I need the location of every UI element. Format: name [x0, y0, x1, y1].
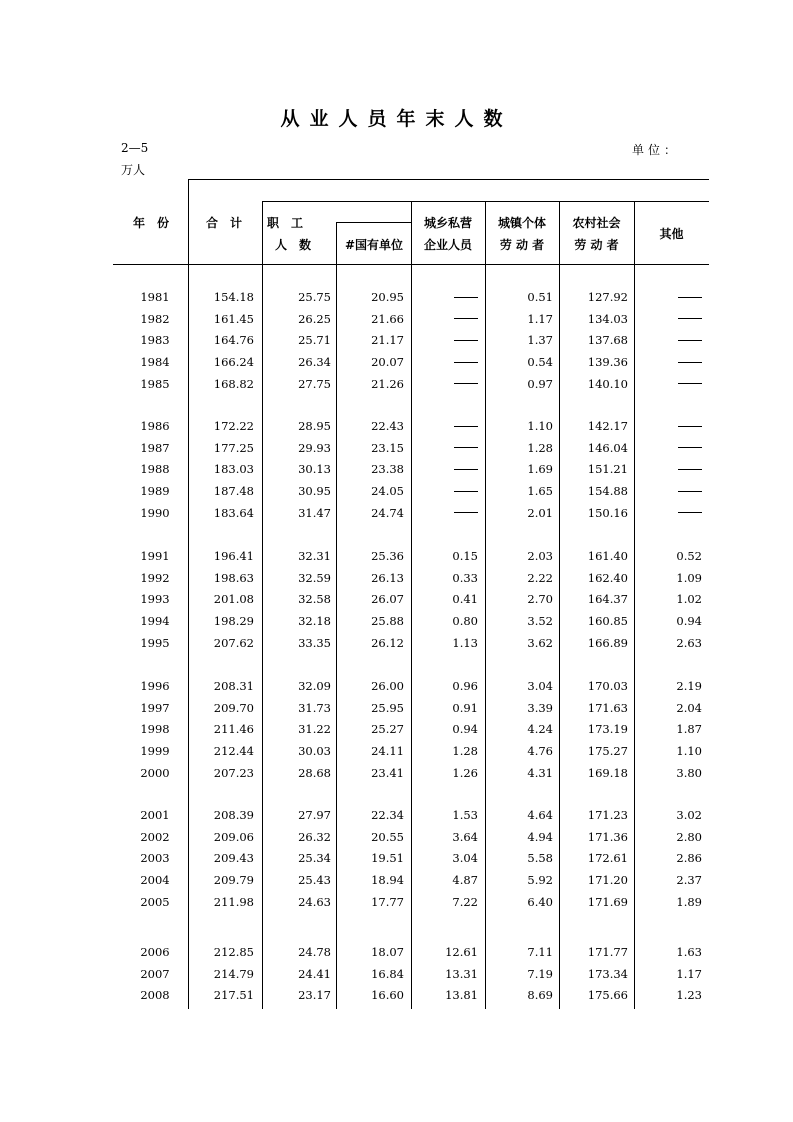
- dash-mark: [678, 512, 702, 513]
- staff-cell: 25.34: [298, 851, 331, 866]
- individual-cell: 2.70: [527, 592, 553, 607]
- table-row: [0, 830, 793, 850]
- year-cell: 1990: [140, 505, 170, 520]
- staff-cell: 27.97: [298, 808, 331, 822]
- state-owned-cell: 17.77: [371, 894, 404, 909]
- table-row: [0, 679, 793, 699]
- total-cell: 187.48: [213, 484, 254, 499]
- total-cell: 207.62: [213, 635, 254, 650]
- table-row: [0, 988, 793, 1008]
- other-cell: 2.37: [676, 873, 702, 888]
- year-cell: 1994: [140, 614, 170, 629]
- state-owned-cell: 25.88: [371, 614, 404, 629]
- table-row: [0, 549, 793, 569]
- other-cell: 1.17: [676, 966, 702, 981]
- table-row: [0, 462, 793, 482]
- dash-mark: [678, 447, 702, 448]
- header-rural-1: 农村社会: [572, 216, 621, 230]
- individual-cell: 0.54: [527, 355, 553, 370]
- year-cell: 1993: [140, 592, 170, 607]
- state-owned-cell: 23.38: [371, 462, 404, 477]
- dash-mark: [678, 426, 702, 427]
- rural-cell: 175.66: [587, 988, 628, 1003]
- other-cell: 2.80: [676, 829, 702, 844]
- header-total: 合 计: [205, 216, 242, 230]
- table-row: [0, 377, 793, 397]
- private-cell: [411, 462, 478, 476]
- year-cell: 2007: [140, 966, 170, 981]
- dash-mark: [454, 426, 478, 427]
- rural-cell: 172.61: [587, 851, 628, 866]
- individual-cell: 7.19: [527, 966, 553, 981]
- rural-cell: 173.34: [587, 966, 628, 981]
- individual-cell: 1.69: [527, 462, 553, 477]
- total-cell: 208.31: [213, 679, 254, 693]
- dash-mark: [678, 491, 702, 492]
- rural-cell: 173.19: [587, 722, 628, 737]
- total-cell: 214.79: [213, 966, 254, 981]
- header-staff-2: 人 数: [274, 238, 311, 252]
- other-cell: [635, 333, 702, 347]
- table-row: [0, 808, 793, 828]
- table-row: [0, 441, 793, 461]
- individual-cell: 0.97: [527, 376, 553, 391]
- individual-cell: 1.37: [527, 333, 553, 348]
- rural-cell: 171.23: [587, 808, 628, 822]
- state-owned-cell: 21.17: [371, 333, 404, 348]
- table-row: [0, 355, 793, 375]
- table-row: [0, 592, 793, 612]
- year-cell: 2004: [140, 873, 170, 888]
- private-cell: 0.96: [452, 679, 478, 693]
- state-owned-cell: 26.13: [371, 570, 404, 585]
- private-cell: 0.33: [452, 570, 478, 585]
- staff-cell: 27.75: [298, 376, 331, 391]
- staff-cell: 32.18: [298, 614, 331, 629]
- rural-cell: 170.03: [587, 679, 628, 693]
- rural-cell: 140.10: [587, 376, 628, 391]
- year-cell: 1988: [140, 462, 170, 477]
- individual-cell: 4.76: [527, 744, 553, 759]
- staff-cell: 25.43: [298, 873, 331, 888]
- header-private-1: 城乡私营: [423, 216, 472, 230]
- state-owned-cell: 19.51: [371, 851, 404, 866]
- staff-cell: 26.25: [298, 311, 331, 326]
- page-title: 从业人员年末人数: [280, 108, 513, 130]
- year-cell: 1997: [140, 700, 170, 715]
- table-row: [0, 701, 793, 721]
- individual-cell: 4.94: [527, 829, 553, 844]
- other-cell: 2.63: [676, 635, 702, 650]
- total-cell: 168.82: [213, 376, 254, 391]
- individual-cell: 3.39: [527, 700, 553, 715]
- total-cell: 161.45: [213, 311, 254, 326]
- other-cell: 1.09: [676, 570, 702, 585]
- state-owned-cell: 23.41: [371, 765, 404, 780]
- total-cell: 217.51: [213, 988, 254, 1003]
- rural-cell: 171.36: [587, 829, 628, 844]
- unit-value: 万人: [121, 163, 146, 177]
- private-cell: [411, 441, 478, 455]
- other-cell: [635, 484, 702, 498]
- state-owned-cell: 23.15: [371, 440, 404, 455]
- private-cell: 0.91: [452, 700, 478, 715]
- staff-cell: 32.59: [298, 570, 331, 585]
- header-private-2: 企业人员: [423, 238, 472, 252]
- year-cell: 1983: [140, 333, 170, 348]
- private-cell: 1.53: [452, 808, 478, 822]
- total-cell: 209.70: [213, 700, 254, 715]
- individual-cell: 1.28: [527, 440, 553, 455]
- individual-cell: 2.22: [527, 570, 553, 585]
- private-cell: [411, 419, 478, 433]
- year-cell: 2003: [140, 851, 170, 866]
- state-owned-cell: 18.07: [371, 945, 404, 959]
- individual-cell: 5.58: [527, 851, 553, 866]
- private-cell: [411, 333, 478, 347]
- other-cell: 1.02: [676, 592, 702, 607]
- year-cell: 2006: [140, 945, 170, 959]
- other-cell: 0.94: [676, 614, 702, 629]
- total-cell: 208.39: [213, 808, 254, 822]
- table-row: [0, 766, 793, 786]
- staff-cell: 31.22: [298, 722, 331, 737]
- state-owned-cell: 16.60: [371, 988, 404, 1003]
- staff-cell: 31.47: [298, 505, 331, 520]
- unit-label: 单位：: [632, 143, 681, 157]
- state-owned-cell: 21.66: [371, 311, 404, 326]
- total-cell: 198.63: [213, 570, 254, 585]
- total-cell: 196.41: [213, 549, 254, 563]
- state-owned-cell: 24.05: [371, 484, 404, 499]
- staff-cell: 29.93: [298, 440, 331, 455]
- state-owned-cell: 22.34: [371, 808, 404, 822]
- other-cell: 1.87: [676, 722, 702, 737]
- table-row: [0, 571, 793, 591]
- table-row: [0, 290, 793, 310]
- rural-cell: 171.77: [587, 945, 628, 959]
- private-cell: 7.22: [452, 894, 478, 909]
- private-cell: 0.15: [452, 549, 478, 563]
- staff-cell: 24.78: [298, 945, 331, 959]
- individual-cell: 3.52: [527, 614, 553, 629]
- total-cell: 212.44: [213, 744, 254, 759]
- state-owned-cell: 26.07: [371, 592, 404, 607]
- other-cell: 1.23: [676, 988, 702, 1003]
- individual-cell: 4.31: [527, 765, 553, 780]
- year-cell: 1984: [140, 355, 170, 370]
- other-cell: [635, 506, 702, 520]
- rural-cell: 151.21: [587, 462, 628, 477]
- table-row: [0, 722, 793, 742]
- private-cell: [411, 484, 478, 498]
- dash-mark: [678, 383, 702, 384]
- other-cell: [635, 290, 702, 304]
- year-cell: 1998: [140, 722, 170, 737]
- private-cell: 13.81: [445, 988, 478, 1003]
- year-cell: 1996: [140, 679, 170, 693]
- staff-cell: 32.58: [298, 592, 331, 607]
- year-cell: 1981: [140, 290, 170, 304]
- state-owned-cell: 18.94: [371, 873, 404, 888]
- table-number: 2—5: [121, 141, 149, 155]
- individual-cell: 8.69: [527, 988, 553, 1003]
- header-individual-1: 城镇个体: [497, 216, 546, 230]
- year-cell: 1995: [140, 635, 170, 650]
- individual-cell: 3.04: [527, 679, 553, 693]
- private-cell: [411, 290, 478, 304]
- staff-cell: 26.34: [298, 355, 331, 370]
- state-owned-cell: 21.26: [371, 376, 404, 391]
- year-cell: 1992: [140, 570, 170, 585]
- other-cell: [635, 355, 702, 369]
- dash-mark: [678, 469, 702, 470]
- dash-mark: [454, 383, 478, 384]
- state-owned-cell: 20.07: [371, 355, 404, 370]
- table-row: [0, 506, 793, 526]
- rural-cell: 169.18: [587, 765, 628, 780]
- table-row: [0, 333, 793, 353]
- table-row: [0, 419, 793, 439]
- state-owned-cell: 25.27: [371, 722, 404, 737]
- other-cell: 2.86: [676, 851, 702, 866]
- total-cell: 207.23: [213, 765, 254, 780]
- year-cell: 1991: [140, 549, 170, 563]
- rural-cell: 162.40: [587, 570, 628, 585]
- private-cell: [411, 377, 478, 391]
- year-cell: 2001: [140, 808, 170, 822]
- header-individual-2: 劳 动 者: [499, 238, 545, 252]
- other-cell: 1.10: [676, 744, 702, 759]
- dash-mark: [678, 362, 702, 363]
- private-cell: [411, 506, 478, 520]
- header-other: 其他: [659, 227, 684, 241]
- staff-cell: 31.73: [298, 700, 331, 715]
- rural-cell: 171.20: [587, 873, 628, 888]
- table-row: [0, 945, 793, 965]
- total-cell: 211.46: [213, 722, 254, 737]
- staff-cell: 25.71: [298, 333, 331, 348]
- private-cell: 0.80: [452, 614, 478, 629]
- private-cell: [411, 355, 478, 369]
- rural-cell: 146.04: [587, 440, 628, 455]
- private-cell: 3.64: [452, 829, 478, 844]
- dash-mark: [678, 318, 702, 319]
- state-owned-cell: 25.95: [371, 700, 404, 715]
- table-row: [0, 614, 793, 634]
- staff-cell: 24.63: [298, 894, 331, 909]
- rural-cell: 164.37: [587, 592, 628, 607]
- state-owned-cell: 25.36: [371, 549, 404, 563]
- table-row: [0, 895, 793, 915]
- other-cell: 1.63: [676, 945, 702, 959]
- year-cell: 1986: [140, 419, 170, 433]
- individual-cell: 6.40: [527, 894, 553, 909]
- table-row: [0, 967, 793, 987]
- total-cell: 154.18: [213, 290, 254, 304]
- table-row: [0, 484, 793, 504]
- table-row: [0, 744, 793, 764]
- staff-cell: 23.17: [298, 988, 331, 1003]
- header-rural-2: 劳 动 者: [574, 238, 619, 252]
- rural-cell: 137.68: [587, 333, 628, 348]
- total-cell: 177.25: [213, 440, 254, 455]
- table-row: [0, 312, 793, 332]
- total-cell: 209.43: [213, 851, 254, 866]
- other-cell: [635, 441, 702, 455]
- rural-cell: 166.89: [587, 635, 628, 650]
- year-cell: 1982: [140, 311, 170, 326]
- private-cell: 4.87: [452, 873, 478, 888]
- year-cell: 2005: [140, 894, 170, 909]
- dash-mark: [454, 362, 478, 363]
- rural-cell: 139.36: [587, 355, 628, 370]
- header-year: 年 份: [132, 216, 169, 230]
- state-owned-cell: 20.55: [371, 829, 404, 844]
- rural-cell: 175.27: [587, 744, 628, 759]
- individual-cell: 4.64: [527, 808, 553, 822]
- other-cell: 2.04: [676, 700, 702, 715]
- year-cell: 2008: [140, 988, 170, 1003]
- table-row: [0, 873, 793, 893]
- rural-cell: 171.63: [587, 700, 628, 715]
- dash-mark: [454, 340, 478, 341]
- dash-mark: [678, 297, 702, 298]
- other-cell: [635, 377, 702, 391]
- other-cell: 3.02: [676, 808, 702, 822]
- private-cell: 1.26: [452, 765, 478, 780]
- individual-cell: 1.10: [527, 419, 553, 433]
- dash-mark: [454, 318, 478, 319]
- state-owned-cell: 22.43: [371, 419, 404, 433]
- table-row: [0, 851, 793, 871]
- other-cell: 0.52: [676, 549, 702, 563]
- dash-mark: [454, 297, 478, 298]
- dash-mark: [454, 512, 478, 513]
- header-state-owned: #国有单位: [344, 238, 404, 252]
- private-cell: 0.41: [452, 592, 478, 607]
- private-cell: 12.61: [445, 945, 478, 959]
- table-top-rule: [188, 179, 709, 180]
- total-cell: 183.03: [213, 462, 254, 477]
- total-cell: 212.85: [213, 945, 254, 959]
- total-cell: 166.24: [213, 355, 254, 370]
- year-cell: 2002: [140, 829, 170, 844]
- rural-cell: 171.69: [587, 894, 628, 909]
- total-cell: 164.76: [213, 333, 254, 348]
- staff-cell: 30.95: [298, 484, 331, 499]
- staff-cell: 33.35: [298, 635, 331, 650]
- header-inner-rule: [263, 201, 709, 202]
- state-owned-cell: 24.74: [371, 505, 404, 520]
- private-cell: 13.31: [445, 966, 478, 981]
- staff-sub-rule: [337, 222, 411, 223]
- other-cell: [635, 312, 702, 326]
- total-cell: 201.08: [213, 592, 254, 607]
- total-cell: 211.98: [213, 894, 254, 909]
- staff-cell: 30.13: [298, 462, 331, 477]
- table-row: [0, 636, 793, 656]
- total-cell: 209.79: [213, 873, 254, 888]
- other-cell: 2.19: [676, 679, 702, 693]
- private-cell: [411, 312, 478, 326]
- individual-cell: 0.51: [527, 290, 553, 304]
- staff-cell: 25.75: [298, 290, 331, 304]
- individual-cell: 7.11: [527, 945, 553, 959]
- staff-cell: 28.68: [298, 765, 331, 780]
- staff-cell: 24.41: [298, 966, 331, 981]
- rural-cell: 154.88: [587, 484, 628, 499]
- state-owned-cell: 26.12: [371, 635, 404, 650]
- individual-cell: 2.03: [527, 549, 553, 563]
- rural-cell: 161.40: [587, 549, 628, 563]
- state-owned-cell: 16.84: [371, 966, 404, 981]
- individual-cell: 5.92: [527, 873, 553, 888]
- total-cell: 198.29: [213, 614, 254, 629]
- staff-cell: 32.31: [298, 549, 331, 563]
- rural-cell: 134.03: [587, 311, 628, 326]
- staff-cell: 32.09: [298, 679, 331, 693]
- private-cell: 1.28: [452, 744, 478, 759]
- year-cell: 2000: [140, 765, 170, 780]
- total-cell: 209.06: [213, 829, 254, 844]
- staff-cell: 26.32: [298, 829, 331, 844]
- individual-cell: 4.24: [527, 722, 553, 737]
- dash-mark: [454, 447, 478, 448]
- rural-cell: 160.85: [587, 614, 628, 629]
- rural-cell: 150.16: [587, 505, 628, 520]
- individual-cell: 1.17: [527, 311, 553, 326]
- other-cell: 3.80: [676, 765, 702, 780]
- rural-cell: 142.17: [587, 419, 628, 433]
- private-cell: 0.94: [452, 722, 478, 737]
- year-cell: 1999: [140, 744, 170, 759]
- year-cell: 1989: [140, 484, 170, 499]
- individual-cell: 2.01: [527, 505, 553, 520]
- individual-cell: 1.65: [527, 484, 553, 499]
- other-cell: 1.89: [676, 894, 702, 909]
- state-owned-cell: 24.11: [371, 744, 404, 759]
- staff-cell: 28.95: [298, 419, 331, 433]
- rural-cell: 127.92: [587, 290, 628, 304]
- private-cell: 1.13: [452, 635, 478, 650]
- year-cell: 1987: [140, 440, 170, 455]
- staff-cell: 30.03: [298, 744, 331, 759]
- individual-cell: 3.62: [527, 635, 553, 650]
- other-cell: [635, 419, 702, 433]
- year-cell: 1985: [140, 376, 170, 391]
- total-cell: 183.64: [213, 505, 254, 520]
- dash-mark: [678, 340, 702, 341]
- private-cell: 3.04: [452, 851, 478, 866]
- dash-mark: [454, 491, 478, 492]
- state-owned-cell: 20.95: [371, 290, 404, 304]
- total-cell: 172.22: [213, 419, 254, 433]
- header-staff-1: 职 工: [266, 216, 303, 230]
- dash-mark: [454, 469, 478, 470]
- other-cell: [635, 462, 702, 476]
- state-owned-cell: 26.00: [371, 679, 404, 693]
